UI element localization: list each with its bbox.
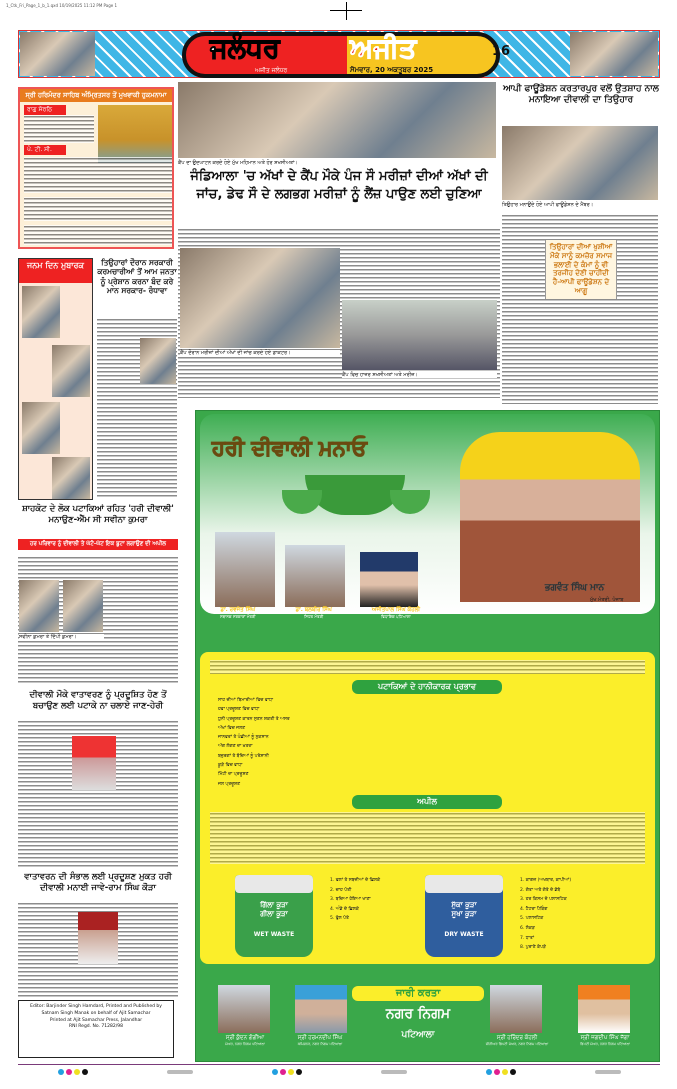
- gray-bar: [381, 1070, 407, 1074]
- dry-waste-list: [520, 876, 630, 953]
- imprint-line: Printed at Ajit Samachar Press, Jalandhar: [49, 1017, 143, 1023]
- wet-waste-bin: [235, 875, 313, 957]
- cm-photo: [460, 432, 640, 602]
- child-photo: [52, 457, 90, 499]
- list-item: 3. ਹਰ ਕਿਸਮ ਦੇ ਪਲਾਸਟਿਕ: [520, 897, 567, 903]
- list-item: ਕੂੜੇ ਵਿਚ ਵਾਧਾ: [218, 763, 243, 769]
- leader-name: ਅਜੀਤਪਾਲ ਸਿੰਘ ਕੋਹਲੀ: [371, 607, 420, 613]
- list-item: 1. ਫਲਾਂ ਤੇ ਸਬਜ਼ੀਆਂ ਦੇ ਛਿਲਕੇ: [330, 878, 381, 883]
- file-slug: 1_Ctk_Fri_Page_1_b_1.qxd 10/19/2025 11:12 PM Page 1: [6, 3, 118, 8]
- leader-name: ਡਾ. ਰਵਜੋਤ ਸਿੰਘ: [220, 607, 256, 613]
- official-name: ਸ੍ਰੀ ਹਰਮਨਦੀਪ ਸਿੰਘ: [297, 1035, 343, 1041]
- ad-section-heading: ਅਪੀਲ: [352, 795, 502, 809]
- official: [280, 1035, 360, 1046]
- list-item: ਸਾਹ ਦੀਆਂ ਬਿਮਾਰੀਆਂ ਵਿਚ ਵਾਧਾ: [218, 698, 274, 703]
- cm-name: ਭਗਵੰਤ ਸਿੰਘ ਮਾਨ: [545, 583, 605, 593]
- official-role: ਕਮਿਸ਼ਨਰ, ਨਗਰ ਨਿਗਮ ਪਟਿਆਲਾ: [297, 1042, 343, 1046]
- registration-dot: [74, 1069, 80, 1075]
- list-item: 2. ਚਾਹ ਪੱਤੀ: [330, 887, 352, 893]
- audience-photo: [342, 300, 497, 370]
- registration-dot: [82, 1069, 88, 1075]
- bin-label: DRY WASTE: [444, 931, 484, 938]
- bin-label: ਸੁੱਕਾ ਕੂੜਾ: [451, 901, 477, 909]
- official-role: ਡਿਪਟੀ ਮੇਅਰ, ਨਗਰ ਨਿਗਮ ਪਟਿਆਲਾ: [580, 1042, 630, 1046]
- gray-bar: [167, 1070, 193, 1074]
- official: [565, 1035, 645, 1046]
- photo-caption: ਕੈਂਪ ਦੌਰਾਨ ਮਰੀਜ਼ਾਂ ਦੀਆਂ ਅੱਖਾਂ ਦੀ ਜਾਂਚ ਕਰਦੇ ਹੋਏ ਡਾਕਟਰ।: [180, 350, 340, 356]
- list-item: ਧੁਨੀ ਪ੍ਰਦੂਸ਼ਣ ਕਾਰਨ ਸੁਣਨ ਸ਼ਕਤੀ ਤੇ ਅਸਰ: [218, 716, 290, 722]
- issuer-city: ਪਟਿਆਲਾ: [401, 1030, 435, 1040]
- list-item: 8. ਪੁਰਾਣੇ ਕੱਪੜੇ: [520, 945, 546, 951]
- official-role: ਸੀਨੀਅਰ ਡਿਪਟੀ ਮੇਅਰ, ਨਗਰ ਨਿਗਮ ਪਟਿਆਲਾ: [485, 1042, 549, 1046]
- registration-dots: [485, 1069, 517, 1075]
- headline: ਆਪੀ ਫਾਊਂਡੇਸ਼ਨ ਕਰਤਾਰਪੁਰ ਵਲੋਂ ਉਤਸ਼ਾਹ ਨਾਲ ਮਨਾਇਆ ਦੀਵਾਲੀ ਦਾ ਤਿਉਹਾਰ: [503, 84, 659, 106]
- person-photo: [72, 736, 116, 790]
- official-photo: [218, 985, 270, 1033]
- official: [205, 1035, 285, 1046]
- registration-dot: [272, 1069, 278, 1075]
- official-photo: [490, 985, 542, 1033]
- registration-dot: [280, 1069, 286, 1075]
- imprint-box: [18, 1000, 174, 1058]
- official-photo: [578, 985, 630, 1033]
- list-item: 3. ਬਚਿਆ ਹੋਇਆ ਖਾਣਾ: [330, 897, 371, 903]
- official-role: ਮੇਅਰ, ਨਗਰ ਨਿਗਮ ਪਟਿਆਲਾ: [225, 1042, 265, 1046]
- child-photo: [22, 286, 60, 338]
- photo-caption: ਕੈਂਪ ਦਾ ਉਦਘਾਟਨ ਕਰਦੇ ਹੋਏ ਮੁੱਖ ਮਹਿਮਾਨ ਅਤੇ ਹੋਰ ਸ਼ਖਸੀਅਤਾਂ।: [178, 160, 298, 166]
- registration-dot: [502, 1069, 508, 1075]
- ad-title: ਹਰੀ ਦੀਵਾਲੀ ਮਨਾਓ: [212, 436, 367, 460]
- masthead-date: ਸੋਮਵਾਰ, 20 ਅਕਤੂਬਰ 2025: [350, 66, 434, 74]
- photo-caption: ਕੈਂਪ ਵਿਚ ਹਾਜ਼ਰ ਸ਼ਖਸੀਅਤਾਂ ਅਤੇ ਮਰੀਜ਼।: [342, 372, 497, 378]
- registration-dot: [510, 1069, 516, 1075]
- dry-waste-bin: [425, 875, 503, 957]
- list-item: 5. ਫੁੱਲ ਪੱਤੇ: [330, 916, 349, 922]
- list-item: ਮਿੱਟੀ ਦਾ ਪ੍ਰਦੂਸ਼ਣ: [218, 772, 249, 778]
- wet-waste-list: [330, 876, 430, 924]
- bin-label: WET WASTE: [253, 931, 295, 938]
- imprint-line: Editor: Barjinder Singh Hamdard, Printed and Published by Satnam Singh Manak on behalf of Ajit Samachar: [30, 1004, 162, 1016]
- birthday-title: ਜਨਮ ਦਿਨ ਮੁਬਾਰਕ: [19, 259, 92, 283]
- building-photo-left: [20, 32, 95, 76]
- list-item: ਅੱਖਾਂ ਵਿਚ ਜਲਣ: [218, 725, 246, 731]
- masthead-brand: ਅਜੀਤ: [350, 33, 417, 64]
- photo-caption: ਸਵੀਨਾ ਕੁਮਰਾ ਤੇ ਦਿੱਪੀ ਕੁਮਰਾ।: [19, 634, 104, 640]
- leader-photo: [360, 552, 418, 607]
- list-item: ਜਲ ਪ੍ਰਦੂਸ਼ਣ: [218, 781, 241, 787]
- issuer-label: ਜਾਰੀ ਕਰਤਾ: [352, 986, 484, 1001]
- cm-role: ਮੁੱਖ ਮੰਤਰੀ, ਪੰਜਾਬ: [590, 597, 624, 603]
- list-item: ਅੱਗ ਲੱਗਣ ਦਾ ਖ਼ਤਰਾ: [218, 744, 253, 750]
- official-name: ਸ੍ਰੀ ਜਗਦੀਪ ਸਿੰਘ ਜੱਗਾ: [580, 1035, 630, 1041]
- headline: ਸ਼ਾਹਕੋਟ ਦੇ ਲੋਕ ਪਟਾਕਿਆਂ ਰਹਿਤ 'ਹਰੀ ਦੀਵਾਲੀ' ਮਨਾਉਣ-ਐੱਮ ਸੀ ਸਵੀਨਾ ਕੁਮਰਾ: [22, 504, 174, 525]
- list-item: ਜਾਨਵਰਾਂ ਤੇ ਪੰਛੀਆਂ ਨੂੰ ਨੁਕਸਾਨ: [218, 735, 269, 741]
- birthday-box: [18, 258, 93, 500]
- registration-dot: [66, 1069, 72, 1075]
- foundation-photo: [502, 126, 658, 200]
- list-item: 1. ਕਾਗਜ਼ (ਅਖਬਾਰ, ਕਾਪੀਆਂ): [520, 878, 572, 883]
- crop-mark: [346, 2, 347, 20]
- headline: ਜੰਡਿਆਲਾ 'ਚ ਅੱਖਾਂ ਦੇ ਕੈਂਪ ਮੌਕੇ ਪੰਜ ਸੌ ਮਰੀਜ਼ਾਂ ਦੀਆਂ ਅੱਖਾਂ ਦੀ ਜਾਂਚ, ਡੇਢ ਸੌ ਦੇ ਲਗਭਗ ਮਰੀਜ਼ਾਂ ਨੂੰ ਲੈਂਜ਼ ਪਾਉਣ ਲਈ ਚੁਣਿਆ: [190, 169, 488, 202]
- leader-role: ਵਿਧਾਇਕ ਪਟਿਆਲਾ: [381, 614, 411, 619]
- registration-dot: [288, 1069, 294, 1075]
- ad-section-heading: ਪਟਾਕਿਆਂ ਦੇ ਹਾਨੀਕਾਰਕ ਪ੍ਰਭਾਵ: [352, 680, 502, 694]
- registration-bar: [18, 1068, 660, 1076]
- golden-temple-photo: [98, 105, 172, 163]
- pull-quote: ਤਿਉਹਾਰਾਂ ਦੀਆਂ ਖੁਸ਼ੀਆਂ ਮੌਕੇ ਸਾਨੂੰ ਕਮਜ਼ੋਰ ਸਮਾਜ ਭਲਾਈ ਦੇ ਕੰਮਾਂ ਨੂੰ ਵੀ ਤਰਜੀਹ ਦੇਣੀ ਚਾਹੀਦੀ ਹੈ-ਆਪੀ ਫਾਊਂਡੇਸ਼ਨ ਦੇ ਆਗੂ: [545, 240, 617, 299]
- registration-dots: [271, 1069, 303, 1075]
- list-item: 7. ਧਾਤਾਂ: [520, 935, 534, 941]
- registration-dot: [486, 1069, 492, 1075]
- list-item: 5. ਪਲਾਸਟਿਕ: [520, 916, 544, 922]
- headline: ਵਾਤਾਵਰਨ ਦੀ ਸੰਭਾਲ ਲਈ ਪ੍ਰਦੂਸ਼ਣ ਮੁਕਤ ਹਰੀ ਦੀਵਾਲੀ ਮਨਾਈ ਜਾਵੇ-ਰਾਮ ਸਿੰਘ ਕੌੜਾ: [24, 872, 172, 893]
- child-photo: [22, 402, 60, 454]
- bin-label: ਗੀਲਾ ਕੂੜਾ: [260, 910, 288, 918]
- person-photo: [63, 580, 103, 632]
- official-photo: [295, 985, 347, 1033]
- official: [472, 1035, 562, 1046]
- subhead-band: ਹਰ ਪਰਿਵਾਰ ਨੂੰ ਦੀਵਾਲੀ ਤੇ ਘੱਟੋ-ਘੱਟ ਇਕ ਬੂਟਾ ਲਗਾਉਣ ਦੀ ਅਪੀਲ: [18, 539, 178, 550]
- headline: ਦੀਵਾਲੀ ਮੌਕੇ ਵਾਤਾਵਰਣ ਨੂੰ ਪ੍ਰਦੂਸ਼ਿਤ ਹੋਣ ਤੋਂ ਬਚਾਉਣ ਲਈ ਪਟਾਕੇ ਨਾ ਚਲਾਏ ਜਾਣ-ਹੇਰੀ: [29, 690, 167, 711]
- list-item: 4. ਟੈਟਰਾ ਪੈਕਿੰਗ: [520, 906, 548, 912]
- leader-role: ਸਥਾਨਕ ਸਰਕਾਰਾਂ ਮੰਤਰੀ: [219, 614, 256, 619]
- leader-photo: [285, 545, 345, 607]
- person-photo: [19, 580, 59, 632]
- imprint-line: RNI Regd. No. 71282/98: [69, 1024, 123, 1030]
- bin-label: ਸੂਖਾ ਕੂੜਾ: [451, 910, 477, 918]
- list-item: 4. ਅੰਡੇ ਦੇ ਛਿਲਕੇ: [330, 906, 359, 912]
- photo-caption: ਤਿਉਹਾਰ ਮਨਾਉਂਦੇ ਹੋਏ ਆਪੀ ਫਾਊਂਡੇਸ਼ਨ ਦੇ ਮੈਂਬਰ।: [502, 202, 594, 208]
- leader-role: ਸਿਹਤ ਮੰਤਰੀ: [304, 614, 324, 619]
- official-name: ਸ੍ਰੀ ਕੁੰਦਨ ਗੋਗੀਆ: [225, 1035, 265, 1041]
- masthead-city: ਜਲੰਧਰ: [210, 33, 280, 64]
- masthead-sub: ਅਜੀਤ ਜਲੰਧਰ: [255, 67, 288, 74]
- appeal-text: [210, 812, 645, 864]
- registration-dot: [58, 1069, 64, 1075]
- person-photo: [78, 912, 118, 964]
- hukamnama-title: ਸ੍ਰੀ ਹਰਿਮੰਦਰ ਸਾਹਿਬ ਅੰਮ੍ਰਿਤਸਰ ਤੋਂ ਮੁਖਵਾਕੀ ਹੁਕਮਨਾਮਾ: [20, 89, 172, 102]
- gray-bar: [595, 1070, 621, 1074]
- child-photo: [52, 345, 90, 397]
- leaders-row: [200, 607, 440, 619]
- list-item: ਹਵਾ ਪ੍ਰਦੂਸ਼ਣ ਵਿਚ ਵਾਧਾ: [218, 707, 260, 713]
- headline: ਤਿਉਹਾਰਾਂ ਦੌਰਾਨ ਸਰਕਾਰੀ ਕਰਮਚਾਰੀਆਂ ਤੋਂ ਆਮ ਜਨਤਾ ਨੂੰ ਪ੍ਰੇਸ਼ਾਨ ਕਰਨਾ ਬੰਦ ਕਰੇ ਮਾਨ ਸਰਕਾਰ- ਰੰਧਾਵਾ: [97, 258, 177, 296]
- leader-name: ਡਾ. ਬਲਬੀਰ ਸਿੰਘ: [295, 607, 332, 613]
- effects-list: [212, 696, 642, 789]
- official-name: ਸ੍ਰੀ ਹਰਿੰਦਰ ਕੋਹਲੀ: [496, 1035, 538, 1041]
- hukamnama-box: [18, 87, 174, 249]
- building-photo-right: [570, 32, 658, 76]
- list-item: ਬਜ਼ੁਰਗਾਂ ਤੇ ਬੱਚਿਆਂ ਨੂੰ ਪਰੇਸ਼ਾਨੀ: [218, 753, 269, 759]
- footer-rule: [18, 1064, 660, 1065]
- issuer-name: ਨਗਰ ਨਿਗਮ: [385, 1006, 451, 1022]
- leader-photo: [215, 532, 275, 607]
- list-item: 2. ਗੱਤਾ ਅਤੇ ਗੱਤੇ ਦੇ ਡੱਬੇ: [520, 887, 561, 893]
- list-item: 6. ਲੱਕੜ: [520, 925, 535, 931]
- hukamnama-tag: ਰਾਗੁ ਸੋਰਠਿ: [24, 105, 66, 115]
- registration-dot: [494, 1069, 500, 1075]
- hukamnama-tag: ਪੰ. ਟੀ. ਸੀ.: [24, 145, 66, 155]
- registration-dots: [57, 1069, 89, 1075]
- eye-check-photo: [180, 248, 340, 348]
- person-photo: [140, 338, 176, 384]
- registration-dot: [296, 1069, 302, 1075]
- eye-camp-photo: [178, 82, 496, 158]
- page-number: 16: [492, 44, 511, 59]
- bin-label: ਗਿੱਲਾ ਕੂੜਾ: [260, 901, 288, 909]
